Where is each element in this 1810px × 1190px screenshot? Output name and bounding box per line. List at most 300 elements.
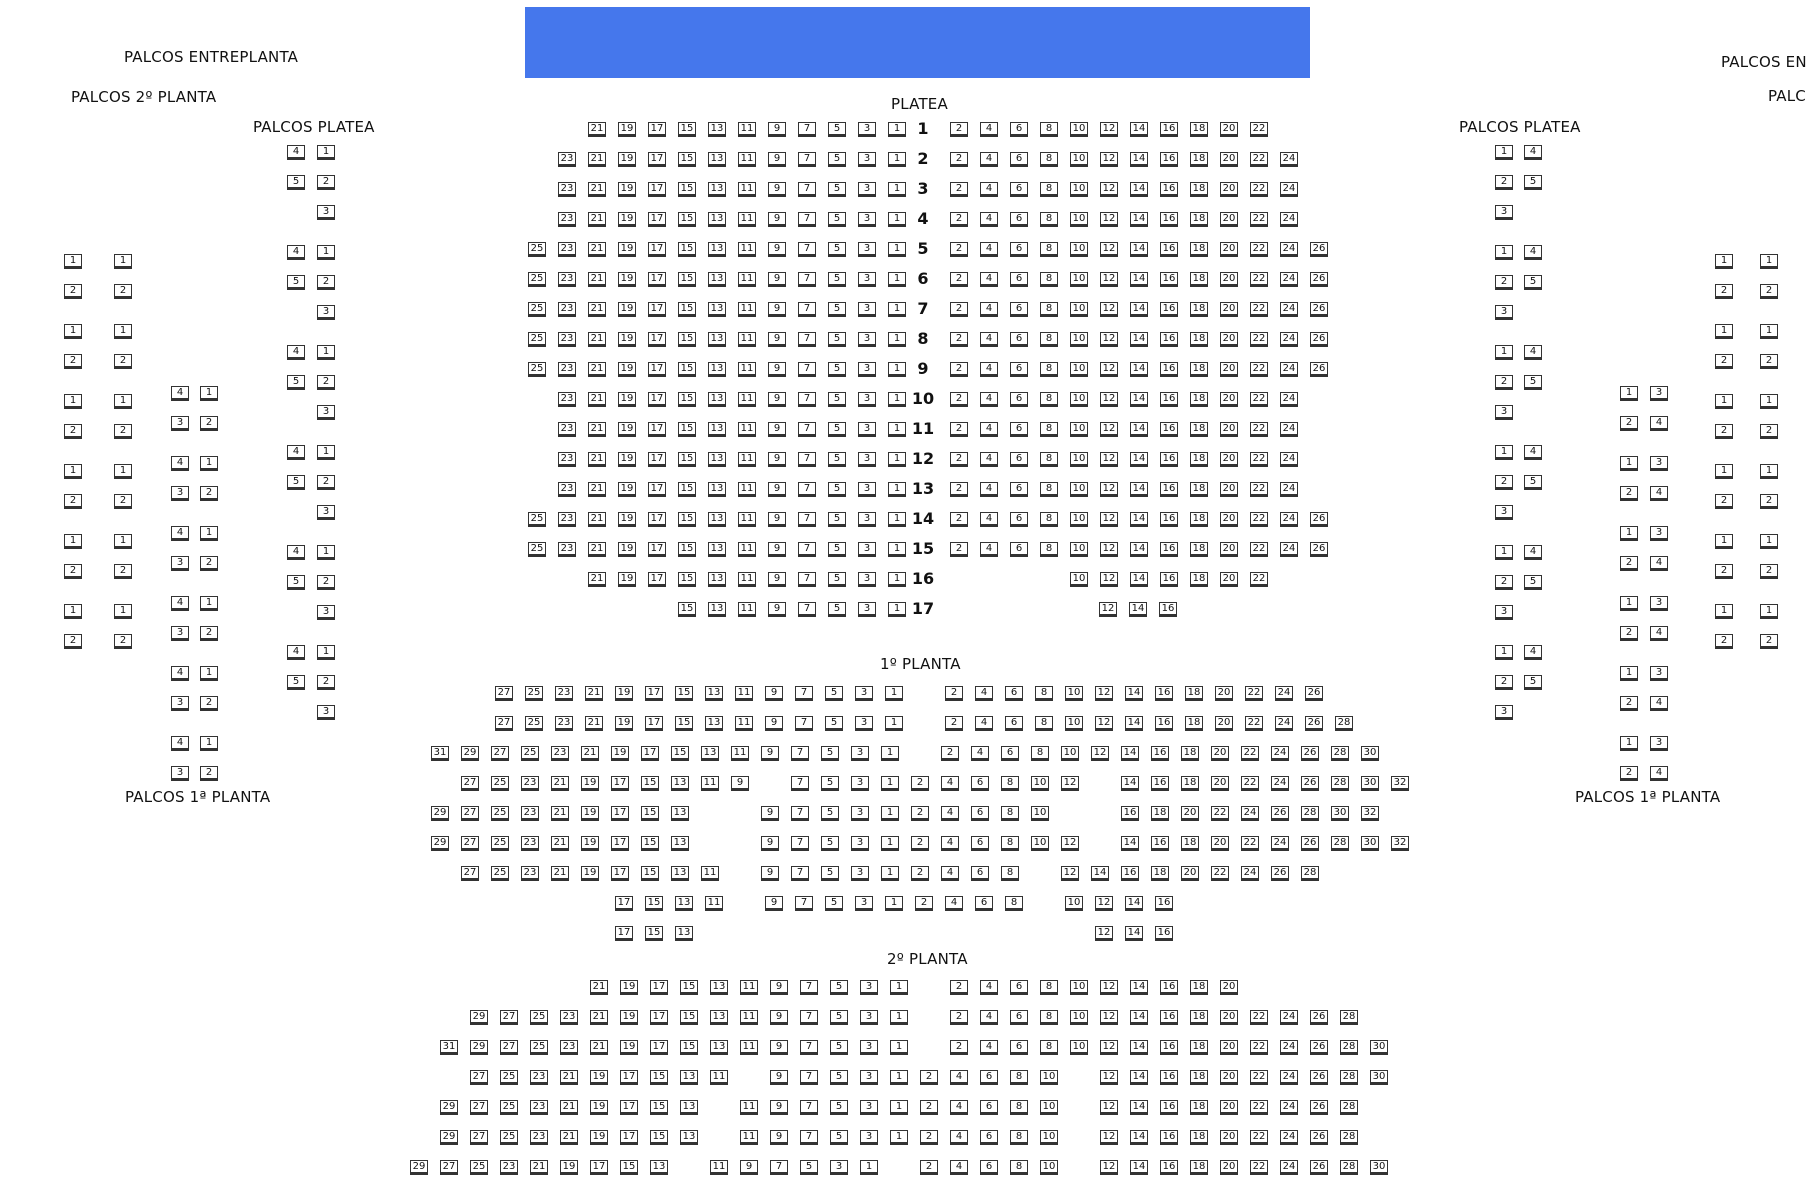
- seat-palco-1-planta[interactable]: 1: [1620, 386, 1638, 401]
- seat-platea[interactable]: 5: [828, 362, 846, 377]
- seat-palco-1-planta[interactable]: 4: [171, 596, 189, 611]
- seat-2-planta[interactable]: 24: [1280, 1130, 1298, 1145]
- seat-palco-platea[interactable]: 2: [1495, 575, 1513, 590]
- seat-1-planta[interactable]: 21: [581, 746, 599, 761]
- seat-palco-platea[interactable]: 1: [317, 145, 335, 160]
- seat-2-planta[interactable]: 1: [890, 980, 908, 995]
- seat-platea[interactable]: 5: [828, 272, 846, 287]
- seat-1-planta[interactable]: 14: [1125, 896, 1143, 911]
- seat-platea[interactable]: 9: [768, 392, 786, 407]
- seat-2-planta[interactable]: 6: [980, 1070, 998, 1085]
- seat-platea[interactable]: 20: [1220, 542, 1238, 557]
- seat-platea[interactable]: 5: [828, 182, 846, 197]
- seat-platea[interactable]: 11: [738, 482, 756, 497]
- seat-platea[interactable]: 4: [980, 332, 998, 347]
- seat-palco-entreplanta[interactable]: 1: [1760, 604, 1778, 619]
- seat-platea[interactable]: 12: [1100, 332, 1118, 347]
- seat-2-planta[interactable]: 20: [1220, 1040, 1238, 1055]
- seat-platea[interactable]: 15: [678, 242, 696, 257]
- seat-1-planta[interactable]: 24: [1241, 806, 1259, 821]
- seat-1-planta[interactable]: 4: [941, 836, 959, 851]
- seat-palco-platea[interactable]: 1: [1495, 445, 1513, 460]
- seat-2-planta[interactable]: 18: [1190, 1100, 1208, 1115]
- seat-platea[interactable]: 19: [618, 392, 636, 407]
- seat-platea[interactable]: 9: [768, 362, 786, 377]
- seat-palco-1-planta[interactable]: 2: [1620, 766, 1638, 781]
- seat-platea[interactable]: 15: [678, 512, 696, 527]
- seat-palco-1-planta[interactable]: 2: [200, 416, 218, 431]
- seat-1-planta[interactable]: 8: [1001, 806, 1019, 821]
- seat-1-planta[interactable]: 2: [911, 806, 929, 821]
- seat-1-planta[interactable]: 24: [1271, 836, 1289, 851]
- seat-2-planta[interactable]: 6: [980, 1100, 998, 1115]
- seat-platea[interactable]: 10: [1070, 182, 1088, 197]
- seat-1-planta[interactable]: 30: [1331, 806, 1349, 821]
- seat-platea[interactable]: 18: [1190, 422, 1208, 437]
- seat-platea[interactable]: 3: [858, 302, 876, 317]
- seat-2-planta[interactable]: 28: [1340, 1070, 1358, 1085]
- seat-platea[interactable]: 6: [1010, 272, 1028, 287]
- seat-palco-platea[interactable]: 5: [1524, 475, 1542, 490]
- seat-platea[interactable]: 22: [1250, 242, 1268, 257]
- seat-1-planta[interactable]: 6: [971, 806, 989, 821]
- seat-1-planta[interactable]: 21: [551, 776, 569, 791]
- seat-platea[interactable]: 9: [768, 152, 786, 167]
- seat-platea[interactable]: 26: [1310, 302, 1328, 317]
- seat-2-planta[interactable]: 25: [530, 1010, 548, 1025]
- seat-platea[interactable]: 4: [980, 272, 998, 287]
- seat-platea[interactable]: 12: [1100, 182, 1118, 197]
- seat-2-planta[interactable]: 15: [650, 1100, 668, 1115]
- seat-palco-1-planta[interactable]: 4: [1650, 766, 1668, 781]
- seat-platea[interactable]: 6: [1010, 422, 1028, 437]
- seat-1-planta[interactable]: 6: [1001, 746, 1019, 761]
- seat-2-planta[interactable]: 7: [800, 1040, 818, 1055]
- seat-platea[interactable]: 10: [1070, 302, 1088, 317]
- seat-1-planta[interactable]: 22: [1241, 836, 1259, 851]
- seat-platea[interactable]: 14: [1130, 572, 1148, 587]
- seat-2-planta[interactable]: 20: [1220, 1160, 1238, 1175]
- seat-palco-1-planta[interactable]: 3: [171, 556, 189, 571]
- seat-2-planta[interactable]: 19: [590, 1130, 608, 1145]
- seat-2-planta[interactable]: 27: [500, 1010, 518, 1025]
- seat-palco-platea[interactable]: 2: [1495, 275, 1513, 290]
- seat-platea[interactable]: 18: [1190, 152, 1208, 167]
- seat-1-planta[interactable]: 9: [761, 806, 779, 821]
- seat-palco-platea[interactable]: 4: [1524, 645, 1542, 660]
- seat-2-planta[interactable]: 7: [800, 1070, 818, 1085]
- seat-palco-platea[interactable]: 1: [317, 445, 335, 460]
- seat-platea[interactable]: 14: [1130, 482, 1148, 497]
- seat-platea[interactable]: 2: [950, 362, 968, 377]
- seat-1-planta[interactable]: 22: [1211, 866, 1229, 881]
- seat-platea[interactable]: 15: [678, 182, 696, 197]
- seat-1-planta[interactable]: 30: [1361, 746, 1379, 761]
- seat-platea[interactable]: 14: [1130, 272, 1148, 287]
- seat-2-planta[interactable]: 11: [740, 1040, 758, 1055]
- seat-2-planta[interactable]: 14: [1130, 1070, 1148, 1085]
- seat-1-planta[interactable]: 25: [525, 686, 543, 701]
- seat-2-planta[interactable]: 20: [1220, 1010, 1238, 1025]
- seat-platea[interactable]: 7: [798, 542, 816, 557]
- seat-2-planta[interactable]: 23: [530, 1070, 548, 1085]
- seat-platea[interactable]: 10: [1070, 242, 1088, 257]
- seat-2-planta[interactable]: 4: [950, 1130, 968, 1145]
- seat-palco-platea[interactable]: 4: [1524, 445, 1542, 460]
- seat-2-planta[interactable]: 8: [1010, 1070, 1028, 1085]
- seat-1-planta[interactable]: 13: [701, 746, 719, 761]
- seat-palco-entreplanta[interactable]: 1: [114, 604, 132, 619]
- seat-platea[interactable]: 10: [1070, 332, 1088, 347]
- seat-1-planta[interactable]: 19: [615, 686, 633, 701]
- seat-palco-1-planta[interactable]: 2: [200, 626, 218, 641]
- seat-1-planta[interactable]: 9: [765, 896, 783, 911]
- seat-platea[interactable]: 1: [888, 212, 906, 227]
- seat-platea[interactable]: 17: [648, 242, 666, 257]
- seat-2-planta[interactable]: 17: [650, 1010, 668, 1025]
- seat-1-planta[interactable]: 6: [971, 836, 989, 851]
- seat-1-planta[interactable]: 23: [521, 776, 539, 791]
- seat-platea[interactable]: 24: [1280, 512, 1298, 527]
- seat-1-planta[interactable]: 18: [1181, 746, 1199, 761]
- seat-platea[interactable]: 13: [708, 332, 726, 347]
- seat-1-planta[interactable]: 10: [1031, 776, 1049, 791]
- seat-platea[interactable]: 9: [768, 302, 786, 317]
- seat-1-planta[interactable]: 10: [1065, 896, 1083, 911]
- seat-2-planta[interactable]: 16: [1160, 1070, 1178, 1085]
- seat-platea[interactable]: 7: [798, 152, 816, 167]
- seat-palco-entreplanta[interactable]: 1: [1760, 324, 1778, 339]
- seat-palco-platea[interactable]: 5: [1524, 675, 1542, 690]
- seat-2-planta[interactable]: 24: [1280, 1010, 1298, 1025]
- seat-1-planta[interactable]: 29: [431, 836, 449, 851]
- seat-2-planta[interactable]: 11: [710, 1160, 728, 1175]
- seat-platea[interactable]: 19: [618, 212, 636, 227]
- seat-platea[interactable]: 3: [858, 452, 876, 467]
- seat-palco-entreplanta[interactable]: 1: [1715, 464, 1733, 479]
- seat-palco-platea[interactable]: 4: [287, 545, 305, 560]
- seat-2-planta[interactable]: 3: [860, 1070, 878, 1085]
- seat-palco-entreplanta[interactable]: 2: [114, 564, 132, 579]
- seat-platea[interactable]: 1: [888, 122, 906, 137]
- seat-platea[interactable]: 18: [1190, 542, 1208, 557]
- seat-platea[interactable]: 7: [798, 302, 816, 317]
- seat-platea[interactable]: 7: [798, 512, 816, 527]
- seat-2-planta[interactable]: 19: [620, 1040, 638, 1055]
- seat-1-planta[interactable]: 4: [975, 686, 993, 701]
- seat-1-planta[interactable]: 28: [1331, 746, 1349, 761]
- seat-1-planta[interactable]: 28: [1331, 776, 1349, 791]
- seat-palco-platea[interactable]: 2: [317, 175, 335, 190]
- seat-2-planta[interactable]: 17: [620, 1070, 638, 1085]
- seat-1-planta[interactable]: 13: [675, 896, 693, 911]
- seat-2-planta[interactable]: 21: [560, 1130, 578, 1145]
- seat-1-planta[interactable]: 1: [881, 866, 899, 881]
- seat-2-planta[interactable]: 25: [530, 1040, 548, 1055]
- seat-palco-platea[interactable]: 2: [1495, 175, 1513, 190]
- seat-1-planta[interactable]: 4: [975, 716, 993, 731]
- seat-2-planta[interactable]: 5: [830, 1130, 848, 1145]
- seat-2-planta[interactable]: 28: [1340, 1160, 1358, 1175]
- seat-2-planta[interactable]: 10: [1040, 1070, 1058, 1085]
- seat-platea[interactable]: 8: [1040, 542, 1058, 557]
- seat-platea[interactable]: 21: [588, 332, 606, 347]
- seat-1-planta[interactable]: 11: [735, 716, 753, 731]
- seat-platea[interactable]: 9: [768, 272, 786, 287]
- seat-platea[interactable]: 20: [1220, 182, 1238, 197]
- seat-platea[interactable]: 16: [1160, 122, 1178, 137]
- seat-2-planta[interactable]: 19: [620, 1010, 638, 1025]
- seat-platea[interactable]: 10: [1070, 122, 1088, 137]
- seat-platea[interactable]: 8: [1040, 512, 1058, 527]
- seat-platea[interactable]: 6: [1010, 512, 1028, 527]
- seat-platea[interactable]: 12: [1100, 272, 1118, 287]
- seat-platea[interactable]: 15: [678, 122, 696, 137]
- seat-platea[interactable]: 23: [558, 362, 576, 377]
- seat-platea[interactable]: 11: [738, 122, 756, 137]
- seat-palco-1-planta[interactable]: 3: [171, 626, 189, 641]
- seat-1-planta[interactable]: 12: [1061, 836, 1079, 851]
- seat-platea[interactable]: 15: [678, 302, 696, 317]
- seat-2-planta[interactable]: 27: [440, 1160, 458, 1175]
- seat-platea[interactable]: 26: [1310, 542, 1328, 557]
- seat-platea[interactable]: 18: [1190, 452, 1208, 467]
- seat-1-planta[interactable]: 6: [1005, 686, 1023, 701]
- seat-platea[interactable]: 21: [588, 392, 606, 407]
- seat-2-planta[interactable]: 16: [1160, 980, 1178, 995]
- seat-palco-1-planta[interactable]: 1: [1620, 456, 1638, 471]
- seat-platea[interactable]: 16: [1160, 482, 1178, 497]
- seat-platea[interactable]: 14: [1130, 122, 1148, 137]
- seat-platea[interactable]: 14: [1130, 212, 1148, 227]
- seat-palco-1-planta[interactable]: 4: [1650, 556, 1668, 571]
- seat-platea[interactable]: 22: [1250, 452, 1268, 467]
- seat-1-planta[interactable]: 27: [461, 836, 479, 851]
- seat-platea[interactable]: 10: [1070, 362, 1088, 377]
- seat-2-planta[interactable]: 28: [1340, 1100, 1358, 1115]
- seat-1-planta[interactable]: 4: [941, 866, 959, 881]
- seat-2-planta[interactable]: 6: [1010, 1040, 1028, 1055]
- seat-platea[interactable]: 24: [1280, 302, 1298, 317]
- seat-platea[interactable]: 11: [738, 152, 756, 167]
- seat-1-planta[interactable]: 23: [555, 686, 573, 701]
- seat-palco-platea[interactable]: 4: [287, 345, 305, 360]
- seat-palco-entreplanta[interactable]: 2: [114, 424, 132, 439]
- seat-platea[interactable]: 8: [1040, 242, 1058, 257]
- seat-platea[interactable]: 4: [980, 392, 998, 407]
- seat-platea[interactable]: 16: [1160, 242, 1178, 257]
- seat-1-planta[interactable]: 1: [885, 686, 903, 701]
- seat-1-planta[interactable]: 14: [1125, 926, 1143, 941]
- seat-1-planta[interactable]: 28: [1301, 866, 1319, 881]
- seat-1-planta[interactable]: 25: [491, 866, 509, 881]
- seat-platea[interactable]: 16: [1160, 332, 1178, 347]
- seat-palco-1-planta[interactable]: 1: [1620, 736, 1638, 751]
- seat-platea[interactable]: 7: [798, 122, 816, 137]
- seat-2-planta[interactable]: 10: [1070, 1040, 1088, 1055]
- seat-platea[interactable]: 5: [828, 542, 846, 557]
- seat-2-planta[interactable]: 11: [740, 1130, 758, 1145]
- seat-palco-entreplanta[interactable]: 1: [114, 324, 132, 339]
- seat-palco-platea[interactable]: 3: [1495, 305, 1513, 320]
- seat-1-planta[interactable]: 13: [675, 926, 693, 941]
- seat-2-planta[interactable]: 20: [1220, 1070, 1238, 1085]
- seat-2-planta[interactable]: 20: [1220, 1130, 1238, 1145]
- seat-platea[interactable]: 21: [588, 422, 606, 437]
- seat-2-planta[interactable]: 15: [620, 1160, 638, 1175]
- seat-2-planta[interactable]: 12: [1100, 1070, 1118, 1085]
- seat-platea[interactable]: 1: [888, 452, 906, 467]
- seat-platea[interactable]: 7: [798, 572, 816, 587]
- seat-1-planta[interactable]: 10: [1031, 836, 1049, 851]
- seat-platea[interactable]: 5: [828, 602, 846, 617]
- seat-platea[interactable]: 24: [1280, 182, 1298, 197]
- seat-2-planta[interactable]: 25: [500, 1100, 518, 1115]
- seat-platea[interactable]: 6: [1010, 122, 1028, 137]
- seat-palco-platea[interactable]: 2: [1495, 375, 1513, 390]
- seat-platea[interactable]: 6: [1010, 452, 1028, 467]
- seat-platea[interactable]: 14: [1130, 392, 1148, 407]
- seat-2-planta[interactable]: 13: [680, 1070, 698, 1085]
- seat-2-planta[interactable]: 18: [1190, 980, 1208, 995]
- seat-palco-1-planta[interactable]: 1: [1620, 666, 1638, 681]
- seat-1-planta[interactable]: 21: [585, 686, 603, 701]
- seat-platea[interactable]: 5: [828, 332, 846, 347]
- seat-2-planta[interactable]: 25: [470, 1160, 488, 1175]
- seat-1-planta[interactable]: 20: [1215, 716, 1233, 731]
- seat-platea[interactable]: 11: [738, 182, 756, 197]
- seat-platea[interactable]: 1: [888, 182, 906, 197]
- seat-2-planta[interactable]: 13: [680, 1130, 698, 1145]
- seat-platea[interactable]: 2: [950, 482, 968, 497]
- seat-1-planta[interactable]: 12: [1061, 776, 1079, 791]
- seat-palco-entreplanta[interactable]: 1: [1715, 324, 1733, 339]
- seat-1-planta[interactable]: 32: [1391, 776, 1409, 791]
- seat-platea[interactable]: 20: [1220, 122, 1238, 137]
- seat-palco-1-planta[interactable]: 2: [200, 556, 218, 571]
- seat-platea[interactable]: 16: [1160, 152, 1178, 167]
- seat-platea[interactable]: 17: [648, 542, 666, 557]
- seat-1-planta[interactable]: 14: [1091, 866, 1109, 881]
- seat-platea[interactable]: 22: [1250, 122, 1268, 137]
- seat-platea[interactable]: 23: [558, 332, 576, 347]
- seat-platea[interactable]: 26: [1310, 512, 1328, 527]
- seat-2-planta[interactable]: 9: [740, 1160, 758, 1175]
- seat-palco-platea[interactable]: 5: [287, 475, 305, 490]
- seat-2-planta[interactable]: 18: [1190, 1010, 1208, 1025]
- seat-palco-1-planta[interactable]: 4: [171, 736, 189, 751]
- seat-platea[interactable]: 8: [1040, 122, 1058, 137]
- seat-2-planta[interactable]: 9: [770, 1130, 788, 1145]
- seat-platea[interactable]: 23: [558, 182, 576, 197]
- seat-platea[interactable]: 11: [738, 212, 756, 227]
- seat-2-planta[interactable]: 10: [1070, 980, 1088, 995]
- seat-palco-entreplanta[interactable]: 1: [114, 394, 132, 409]
- seat-2-planta[interactable]: 1: [890, 1040, 908, 1055]
- seat-1-planta[interactable]: 18: [1151, 866, 1169, 881]
- seat-2-planta[interactable]: 28: [1340, 1010, 1358, 1025]
- seat-platea[interactable]: 11: [738, 362, 756, 377]
- seat-1-planta[interactable]: 11: [735, 686, 753, 701]
- seat-2-planta[interactable]: 19: [590, 1100, 608, 1115]
- seat-platea[interactable]: 13: [708, 122, 726, 137]
- seat-palco-platea[interactable]: 1: [1495, 645, 1513, 660]
- seat-platea[interactable]: 9: [768, 572, 786, 587]
- seat-platea[interactable]: 15: [678, 482, 696, 497]
- seat-platea[interactable]: 14: [1130, 152, 1148, 167]
- seat-2-planta[interactable]: 10: [1040, 1130, 1058, 1145]
- seat-palco-entreplanta[interactable]: 1: [114, 464, 132, 479]
- seat-palco-platea[interactable]: 2: [317, 575, 335, 590]
- seat-2-planta[interactable]: 27: [470, 1100, 488, 1115]
- seat-platea[interactable]: 3: [858, 182, 876, 197]
- seat-platea[interactable]: 9: [768, 512, 786, 527]
- seat-platea[interactable]: 15: [678, 422, 696, 437]
- seat-platea[interactable]: 18: [1190, 212, 1208, 227]
- seat-palco-1-planta[interactable]: 1: [1620, 596, 1638, 611]
- seat-platea[interactable]: 19: [618, 422, 636, 437]
- seat-1-planta[interactable]: 24: [1275, 686, 1293, 701]
- seat-1-planta[interactable]: 2: [911, 836, 929, 851]
- seat-platea[interactable]: 1: [888, 572, 906, 587]
- seat-platea[interactable]: 21: [588, 242, 606, 257]
- seat-platea[interactable]: 6: [1010, 392, 1028, 407]
- seat-1-planta[interactable]: 10: [1065, 686, 1083, 701]
- seat-2-planta[interactable]: 21: [590, 1010, 608, 1025]
- seat-platea[interactable]: 8: [1040, 302, 1058, 317]
- seat-1-planta[interactable]: 27: [461, 806, 479, 821]
- seat-1-planta[interactable]: 24: [1241, 866, 1259, 881]
- seat-1-planta[interactable]: 19: [581, 836, 599, 851]
- seat-2-planta[interactable]: 15: [680, 1040, 698, 1055]
- seat-1-planta[interactable]: 26: [1271, 806, 1289, 821]
- seat-1-planta[interactable]: 15: [641, 836, 659, 851]
- seat-palco-platea[interactable]: 5: [1524, 175, 1542, 190]
- seat-platea[interactable]: 3: [858, 542, 876, 557]
- seat-platea[interactable]: 1: [888, 422, 906, 437]
- seat-platea[interactable]: 13: [708, 392, 726, 407]
- seat-1-planta[interactable]: 17: [611, 836, 629, 851]
- seat-1-planta[interactable]: 27: [491, 746, 509, 761]
- seat-palco-entreplanta[interactable]: 1: [1760, 394, 1778, 409]
- seat-platea[interactable]: 17: [648, 362, 666, 377]
- seat-2-planta[interactable]: 8: [1010, 1130, 1028, 1145]
- seat-1-planta[interactable]: 1: [885, 716, 903, 731]
- seat-platea[interactable]: 16: [1160, 422, 1178, 437]
- seat-2-planta[interactable]: 16: [1160, 1160, 1178, 1175]
- seat-1-planta[interactable]: 12: [1095, 686, 1113, 701]
- seat-1-planta[interactable]: 16: [1155, 686, 1173, 701]
- seat-platea[interactable]: 22: [1250, 422, 1268, 437]
- seat-platea[interactable]: 10: [1070, 572, 1088, 587]
- seat-platea[interactable]: 23: [558, 242, 576, 257]
- seat-1-planta[interactable]: 2: [945, 686, 963, 701]
- seat-palco-1-planta[interactable]: 1: [200, 526, 218, 541]
- seat-platea[interactable]: 9: [768, 542, 786, 557]
- seat-2-planta[interactable]: 3: [860, 1040, 878, 1055]
- seat-2-planta[interactable]: 6: [1010, 980, 1028, 995]
- seat-palco-1-planta[interactable]: 3: [1650, 736, 1668, 751]
- seat-platea[interactable]: 14: [1130, 182, 1148, 197]
- seat-1-planta[interactable]: 8: [1031, 746, 1049, 761]
- seat-2-planta[interactable]: 4: [980, 1040, 998, 1055]
- seat-2-planta[interactable]: 7: [800, 1010, 818, 1025]
- seat-2-planta[interactable]: 24: [1280, 1160, 1298, 1175]
- seat-2-planta[interactable]: 24: [1280, 1040, 1298, 1055]
- seat-platea[interactable]: 2: [950, 302, 968, 317]
- seat-2-planta[interactable]: 15: [650, 1130, 668, 1145]
- seat-palco-1-planta[interactable]: 2: [1620, 626, 1638, 641]
